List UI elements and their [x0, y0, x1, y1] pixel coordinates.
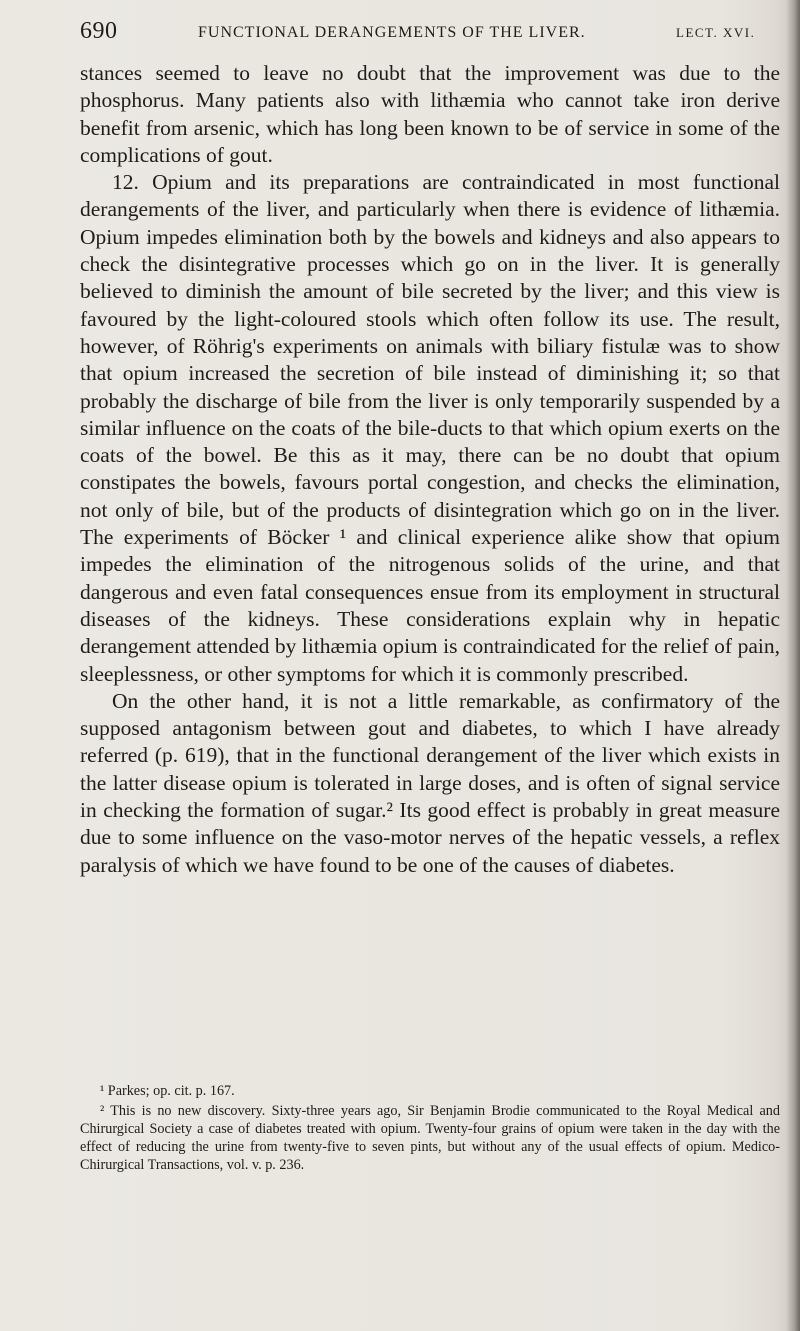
footnote-2: ² This is no new discovery. Sixty-three years ago, Sir Benjamin Brodie communicated to the Royal Medical and Chirurgical Society a case of diabetes treated with opium. Twenty-four grains of opium were taken in the day with the effect of reducing the urine from twenty-five to seven pints, but without any of the usual effects of opium. Medico-Chirurgical Transactions, vol. v. p. 236. — [80, 1103, 780, 1173]
page-edge-shadow — [786, 0, 800, 1331]
page-header — [80, 18, 780, 48]
page-number: 690 — [80, 18, 118, 44]
paragraph-diabetes: On the other hand, it is not a little remarkable, as confirmatory of the supposed antagonism between gout and diabetes, to which I have already referred (p. 619), that in the functional derangement of the liver which exists in the latter disease opium is tolerated in large doses, and is often of signal service in checking the formation of sugar.² Its good effect is probably in great measure due to some influence on the vaso-motor nerves of the hepatic vessels, a reflex paralysis of which we have found to be one of the causes of diabetes. — [80, 688, 780, 877]
body-text — [80, 60, 780, 879]
running-title: FUNCTIONAL DERANGEMENTS OF THE LIVER. — [198, 24, 586, 41]
footnote-1: ¹ Parkes; op. cit. p. 167. — [100, 1083, 235, 1099]
paragraph-opium: 12. Opium and its preparations are contraindicated in most functional derangements of the liver, and particularly when there is evidence of lithæmia. Opium impedes elimination both by the bowels and kidneys and also appears to check the disintegrative processes which go on in the liver. It is generally believed to diminish the amount of bile secreted by the liver; and this view is favoured by the light-coloured stools which often follow its use. The result, however, of Röhrig's experiments on animals with biliary fistulæ was to show that opium increased the secretion of bile instead of diminishing it; so that probably the discharge of bile from the liver is only temporarily suspended by a similar influence on the coats of the bile-ducts to that which opium exerts on the coats of the bowel. Be this as it may, there can be no doubt that opium constipates the bowels, favours portal congestion, and checks the elimination, not only of bile, but of the products of disintegration which go on in the liver. The experiments of Böcker ¹ and clinical experience alike show that opium impedes the elimination of the nitrogenous solids of the urine, and that dangerous and even fatal consequences ensue from its employment in structural diseases of the kidneys. These considerations explain why in hepatic derangement attended by lithæmia opium is contraindicated for the relief of pain, sleeplessness, or other symptoms for which it is commonly prescribed. — [80, 170, 780, 686]
footnotes — [80, 1082, 780, 1174]
lecture-number: LECT. XVI. — [676, 25, 756, 40]
paragraph-continuation: stances seemed to leave no doubt that the improvement was due to the phosphorus. Many patients also with lithæmia who cannot take iron derive benefit from arsenic, which has long been known to be of service in some of the complications of gout. — [80, 61, 780, 167]
